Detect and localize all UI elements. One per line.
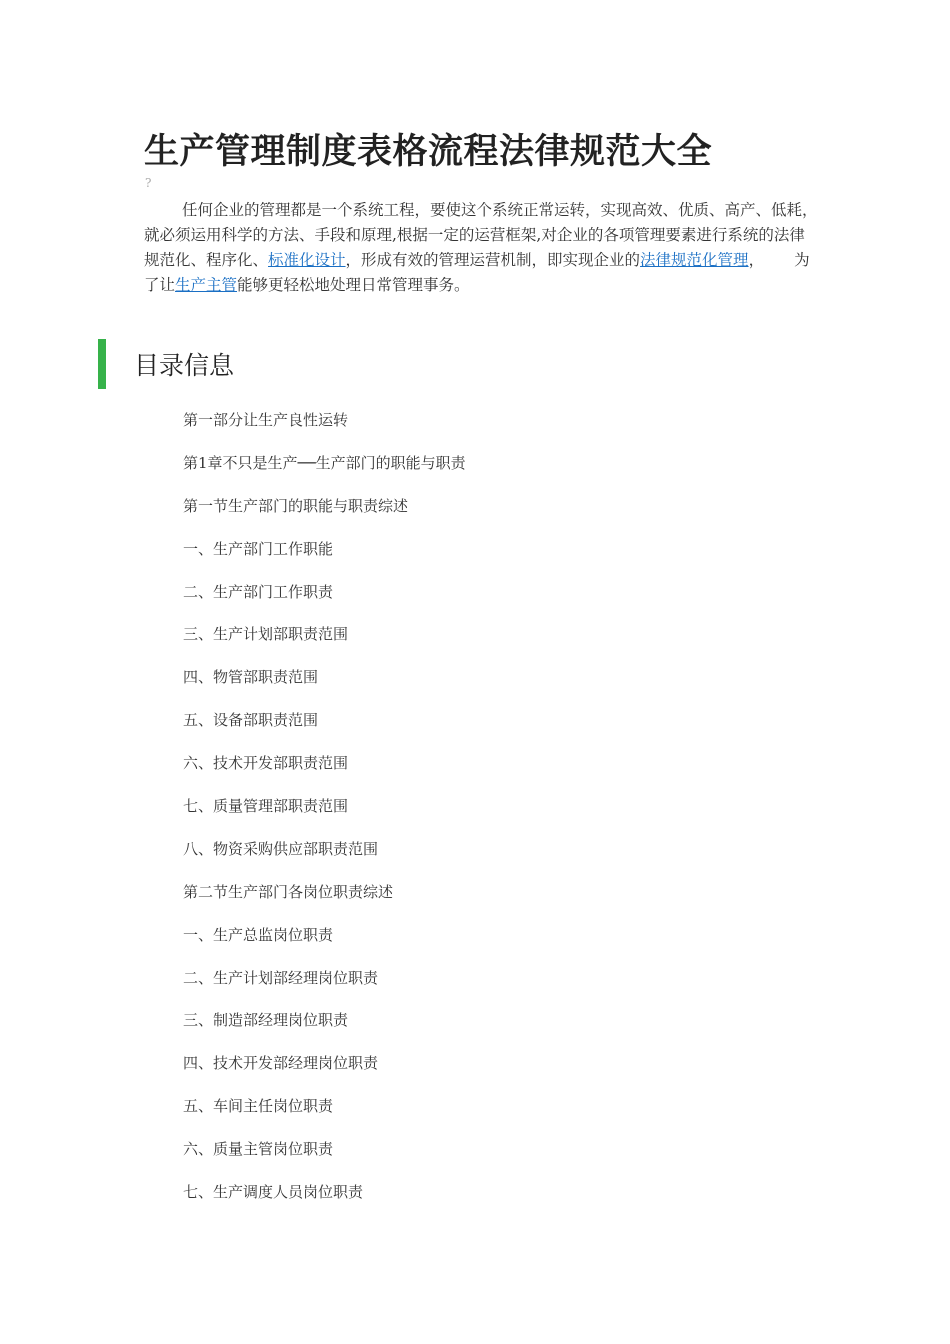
toc-item: 第一部分让生产良性运转 [183,411,349,429]
toc-heading: 目录信息 [134,351,235,380]
intro-text-3: ， [748,251,765,269]
intro-paragraph [144,198,819,298]
toc-item: 三、生产计划部职责范围 [183,625,349,644]
toc-item: 四、物管部职责范围 [183,668,319,687]
intro-text-5: 能够更轻松地处理日常管理事务。 [237,276,470,294]
toc-item: 七、生产调度人员岗位职责 [183,1183,364,1202]
toc-accent-bar [98,339,106,389]
toc-item: 二、生产计划部经理岗位职责 [183,968,379,987]
toc-item: 六、质量主管岗位职责 [183,1140,334,1159]
legal-management-link[interactable]: 法律规范化管理 [640,251,749,269]
toc-item: 七、质量管理部职责范围 [183,797,349,816]
toc-item: 第1章不只是生产──生产部门的职能与职责 [183,453,466,472]
toc-item: 五、车间主任岗位职责 [183,1097,334,1116]
toc-item: 一、生产部门工作职能 [183,539,334,558]
intro-text-2: ，形成有效的管理运营机制，即实现企业的 [345,251,641,269]
intro-text-4: 为了让 [144,251,810,294]
toc-list [183,408,466,1223]
toc-item: 六、技术开发部职责范围 [183,754,349,773]
toc-item: 四、技术开发部经理岗位职责 [183,1054,379,1073]
intro-text-1: 任何企业的管理都是一个系统工程，要使这个系统正常运转，实现高效、优质、高产、低耗，就必须运用科学的方法、手段和原理,根据一定的运营框架,对企业的各项管理要素进行系统的法律规范化、程序化、 [144,201,818,269]
toc-item: 二、生产部门工作职责 [183,582,334,601]
page-title: 生产管理制度表格流程法律规范大全 [144,132,713,172]
production-supervisor-link[interactable]: 生产主管 [175,276,238,294]
missing-image-marker: ? [145,176,152,190]
toc-item: 八、物资采购供应部职责范围 [183,839,379,858]
standardization-link[interactable]: 标准化设计 [268,251,346,269]
toc-item: 一、生产总监岗位职责 [183,925,334,944]
toc-item: 第一节生产部门的职能与职责综述 [183,496,409,515]
toc-item: 五、设备部职责范围 [183,711,319,730]
toc-item: 第二节生产部门各岗位职责综述 [183,882,394,901]
toc-item: 三、制造部经理岗位职责 [183,1011,349,1030]
